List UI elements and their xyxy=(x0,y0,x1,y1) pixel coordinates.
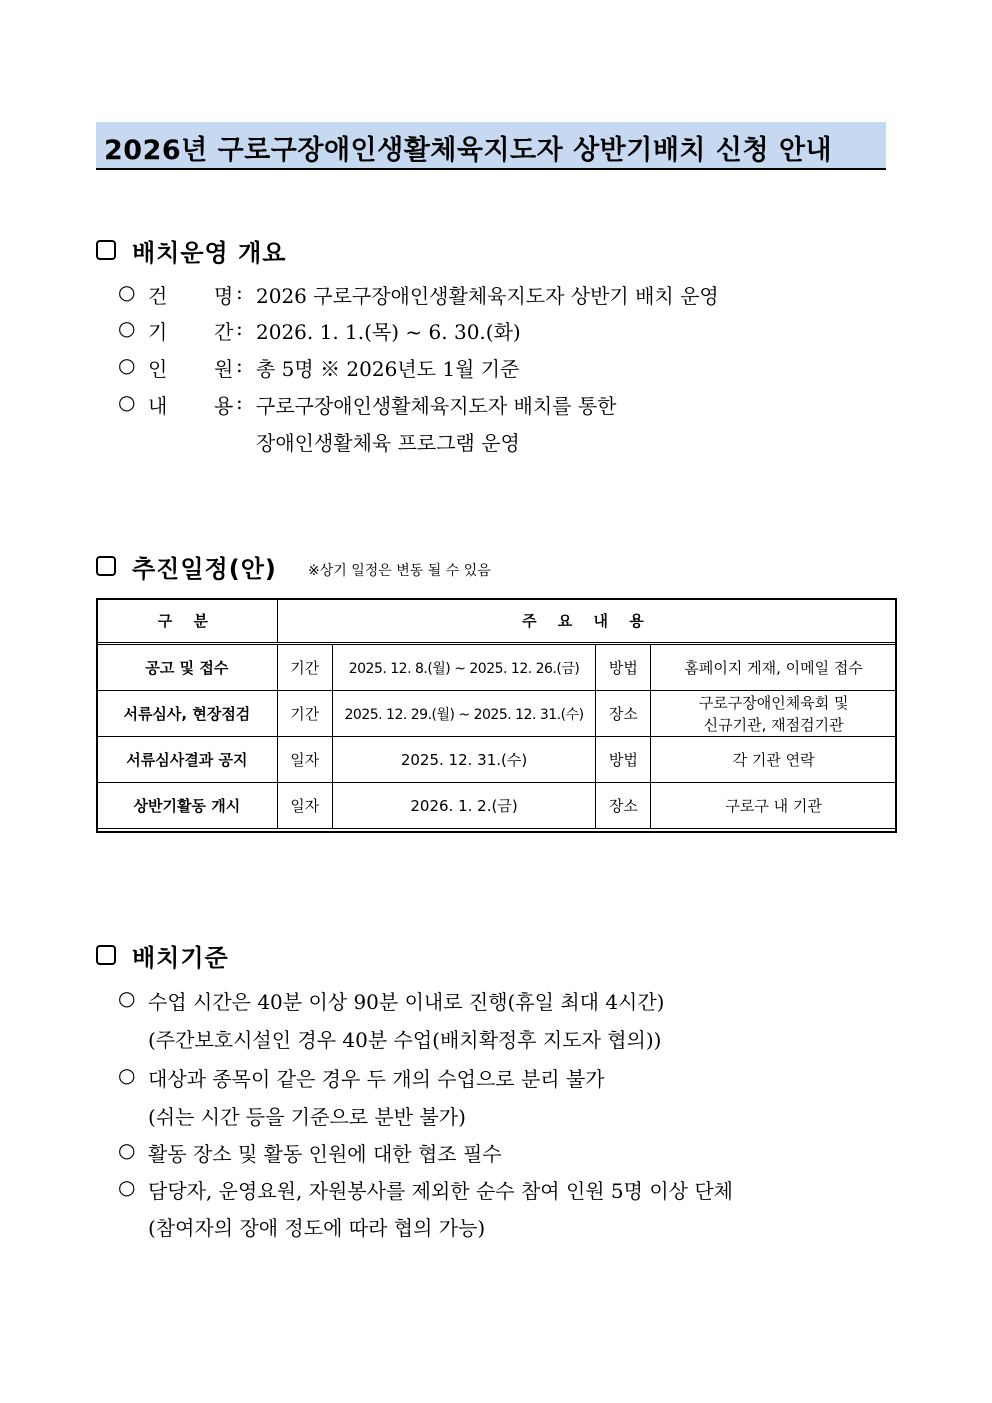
schedule-note: ※상기 일정은 변동 될 수 있음 xyxy=(308,563,491,579)
bullet-icon: ○ xyxy=(118,353,136,377)
bullet-icon: ○ xyxy=(118,986,136,1010)
bullet-icon: ○ xyxy=(118,280,136,304)
schedule-table xyxy=(96,598,897,829)
checkbox-icon xyxy=(96,556,116,576)
section-schedule-heading xyxy=(96,552,696,582)
bullet-icon: ○ xyxy=(118,316,136,340)
bullet-icon: ○ xyxy=(118,390,136,414)
key-cell: 일자 xyxy=(277,783,332,829)
section-overview-heading xyxy=(96,236,496,266)
header-cell: 주 요 내 용 xyxy=(277,599,896,644)
section-title: 추진일정(안) xyxy=(132,555,277,583)
checkbox-icon xyxy=(96,240,116,260)
bullet-icon: ○ xyxy=(118,1138,136,1162)
table-row xyxy=(97,691,897,737)
key-cell: 기간 xyxy=(277,644,332,691)
checkbox-icon xyxy=(96,945,116,965)
overview-value: 구로구장애인생활체육지도자 배치를 통한 xyxy=(256,394,617,418)
table-row xyxy=(97,644,897,691)
title-banner xyxy=(96,122,886,170)
value-cell: 각 기관 연락 xyxy=(651,737,897,783)
key-cell: 장소 xyxy=(596,783,651,829)
key-cell: 일자 xyxy=(277,737,332,783)
overview-value: 2026 구로구장애인생활체육지도자 상반기 배치 운영 xyxy=(256,284,719,308)
value-cell: 구로구 내 기관 xyxy=(651,783,897,829)
table-row xyxy=(97,783,897,829)
key-cell: 방법 xyxy=(596,644,651,691)
overview-value: 총 5명 ※ 2026년도 1월 기준 xyxy=(256,357,520,381)
key-cell: 장소 xyxy=(596,691,651,737)
overview-value: 2026. 1. 1.(목) ~ 6. 30.(화) xyxy=(256,320,521,344)
section-criteria-heading xyxy=(96,941,496,971)
value-cell: 2026. 1. 2.(금) xyxy=(332,783,596,829)
header-cell: 구 분 xyxy=(97,599,278,644)
key-cell: 방법 xyxy=(596,737,651,783)
value-cell: 2025. 12. 29.(월) ~ 2025. 12. 31.(수) xyxy=(332,691,596,737)
value-cell: 홈페이지 게재, 이메일 접수 xyxy=(651,644,897,691)
category-cell: 서류심사, 현장점검 xyxy=(97,691,278,737)
category-cell: 공고 및 접수 xyxy=(97,644,278,691)
value-cell: 2025. 12. 31.(수) xyxy=(332,737,596,783)
overview-content-continuation: 장애인생활체육 프로그램 운영 xyxy=(256,431,520,455)
category-cell: 상반기활동 개시 xyxy=(97,783,278,829)
value-cell: 2025. 12. 8.(월) ~ 2025. 12. 26.(금) xyxy=(332,644,596,691)
table-header-row xyxy=(97,599,897,644)
page-title: 2026년 구로구장애인생활체육지도자 상반기배치 신청 안내 xyxy=(104,135,833,166)
bullet-icon: ○ xyxy=(118,1175,136,1199)
value-cell xyxy=(651,691,897,737)
key-cell: 기간 xyxy=(277,691,332,737)
section-title: 배치기준 xyxy=(132,944,229,972)
value-line: 신규기관, 재점검기관 xyxy=(703,715,844,734)
bullet-icon: ○ xyxy=(118,1063,136,1087)
value-line: 구로구장애인체육회 및 xyxy=(698,693,849,712)
section-title: 배치운영 개요 xyxy=(132,239,287,267)
category-cell: 서류심사결과 공지 xyxy=(97,737,278,783)
table-row xyxy=(97,737,897,783)
